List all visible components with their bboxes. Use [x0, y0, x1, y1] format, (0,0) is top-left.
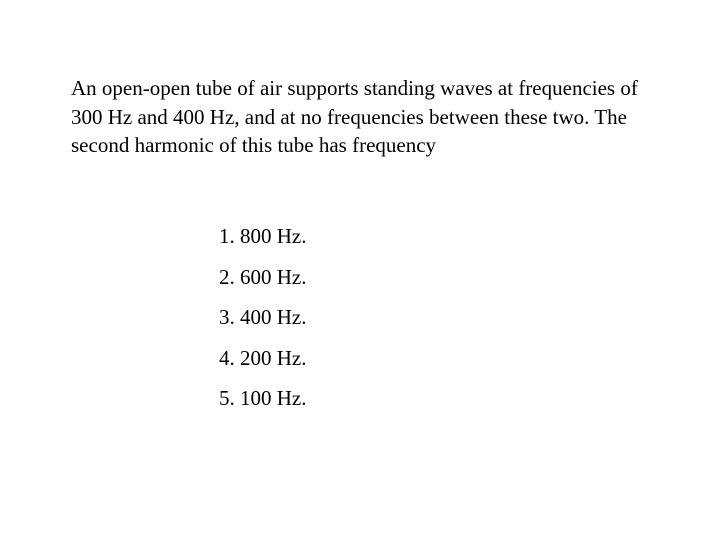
answer-options-list [219, 222, 307, 425]
answer-option-3: 3. 400 Hz. [219, 305, 307, 329]
answer-option-5: 5. 100 Hz. [219, 386, 307, 410]
answer-option-2: 2. 600 Hz. [219, 264, 307, 289]
answer-option-4: 4. 200 Hz. [219, 345, 307, 370]
question-text: An open-open tube of air supports standing waves at frequencies of 300 Hz and 400 Hz, and at no frequencies between these two. The second harmonic of this tube has frequency [71, 76, 638, 157]
answer-option-1: 1. 800 Hz. [219, 224, 307, 248]
